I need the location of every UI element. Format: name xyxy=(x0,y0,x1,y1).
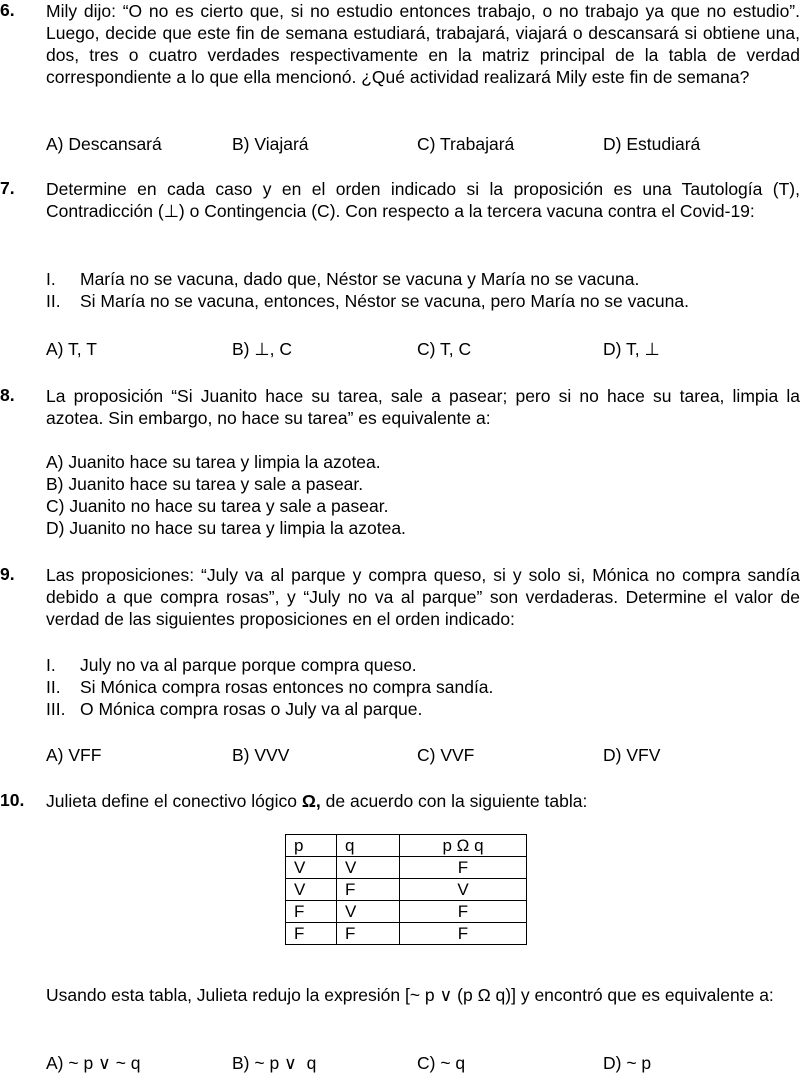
statement-text: Si María no se vacuna, entonces, Néstor se vacuna, pero María no se vacuna. xyxy=(80,291,689,311)
roman-numeral: II. xyxy=(46,677,61,697)
statement-i xyxy=(46,268,639,290)
statement-ii xyxy=(46,676,493,698)
table-row xyxy=(286,901,527,923)
roman-numeral: I. xyxy=(46,655,56,675)
table-cell: F xyxy=(337,879,400,901)
table-cell: F xyxy=(400,857,527,879)
omega-symbol: Ω, xyxy=(301,791,321,811)
table-cell: F xyxy=(286,923,337,945)
option-b: B) VVV xyxy=(232,745,290,765)
option-c: C) T, C xyxy=(417,339,472,359)
question-stem-continued: Usando esta tabla, Julieta redujo la expresión [~ p ∨ (p Ω q)] y encontró que es equivalente a: xyxy=(46,985,774,1005)
statement-ii xyxy=(46,290,689,312)
option-a: A) Descansará xyxy=(46,134,162,154)
option-c: C) ~ q xyxy=(417,1053,466,1073)
option-b: B) ⊥, C xyxy=(232,339,292,359)
header-cell: q xyxy=(337,835,400,857)
question-number: 7. xyxy=(0,178,15,198)
question-stem: La proposición “Si Juanito hace su tarea, sale a pasear; pero si no hace su tarea, limpia la azotea. Sin embargo, no hace su tarea” es equivalente a: xyxy=(46,386,800,428)
question-stem: Las proposiciones: “July va al parque y compra queso, si y solo si, Mónica no compra sandía debido a que compra rosas”, y “July no va al parque” son verdaderas. Determine el valor de verdad de las siguientes proposiciones en el orden indicado: xyxy=(46,565,800,629)
table-header-row xyxy=(286,835,527,857)
option-d: D) ~ p xyxy=(603,1053,652,1073)
stem-text: Julieta define el conectivo lógico xyxy=(46,791,302,811)
option-d: D) VFV xyxy=(603,745,661,765)
option-a: A) ~ p ∨ ~ q xyxy=(46,1053,141,1073)
stem-text: de acuerdo con la siguiente tabla: xyxy=(320,791,588,811)
question-stem: Mily dijo: “O no es cierto que, si no estudio entonces trabajo, o no trabajo ya que no estudio”. Luego, decide que este fin de semana estudiará, trabajará, viajará o descansará si obtiene una, dos, tres o cuatro verdades respectivamente en la matriz principal de la tabla de verdad correspondiente a lo que ella mencionó. ¿Qué actividad realizará Mily este fin de semana? xyxy=(46,1,800,87)
table-cell: F xyxy=(400,923,527,945)
table-cell: V xyxy=(286,879,337,901)
table-row xyxy=(286,879,527,901)
option-a: A) Juanito hace su tarea y limpia la azotea. xyxy=(46,452,381,472)
roman-numeral: III. xyxy=(46,699,66,719)
header-cell: p Ω q xyxy=(400,835,527,857)
option-b: B) ~ p ∨ q xyxy=(232,1053,317,1073)
option-a: A) VFF xyxy=(46,745,102,765)
option-c: C) Trabajará xyxy=(417,134,515,154)
statement-text: María no se vacuna, dado que, Néstor se vacuna y María no se vacuna. xyxy=(80,269,640,289)
option-c: C) VVF xyxy=(417,745,475,765)
table-cell: V xyxy=(286,857,337,879)
statement-text: O Mónica compra rosas o July va al parque. xyxy=(80,699,423,719)
table-cell: V xyxy=(400,879,527,901)
table-row xyxy=(286,857,527,879)
table-cell: V xyxy=(337,857,400,879)
option-d: D) Juanito no hace su tarea y limpia la azotea. xyxy=(46,518,406,538)
truth-table xyxy=(285,834,527,945)
roman-numeral: I. xyxy=(46,269,56,289)
question-number: 10. xyxy=(0,790,25,810)
question-number: 9. xyxy=(0,564,15,584)
statement-i xyxy=(46,654,417,676)
option-c: C) Juanito no hace su tarea y sale a pasear. xyxy=(46,496,389,516)
roman-numeral: II. xyxy=(46,291,61,311)
question-stem: Determine en cada caso y en el orden indicado si la proposición es una Tautología (T), Contradicción (⊥) o Contingencia (C). Con respecto a la tercera vacuna contra el Covid-19: xyxy=(46,179,800,221)
table-cell: F xyxy=(337,923,400,945)
option-d: D) Estudiará xyxy=(603,134,701,154)
table-cell: F xyxy=(286,901,337,923)
table-cell: F xyxy=(400,901,527,923)
option-d: D) T, ⊥ xyxy=(603,339,660,359)
table-row xyxy=(286,923,527,945)
option-b: B) Juanito hace su tarea y sale a pasear. xyxy=(46,474,364,494)
statement-iii xyxy=(46,698,422,720)
statement-text: July no va al parque porque compra queso. xyxy=(80,655,417,675)
statement-text: Si Mónica compra rosas entonces no compra sandía. xyxy=(80,677,494,697)
question-number: 6. xyxy=(0,0,15,20)
question-number: 8. xyxy=(0,385,15,405)
option-a: A) T, T xyxy=(46,339,97,359)
question-stem xyxy=(46,790,800,812)
table-cell: V xyxy=(337,901,400,923)
header-cell: p xyxy=(286,835,337,857)
option-b: B) Viajará xyxy=(232,134,309,154)
